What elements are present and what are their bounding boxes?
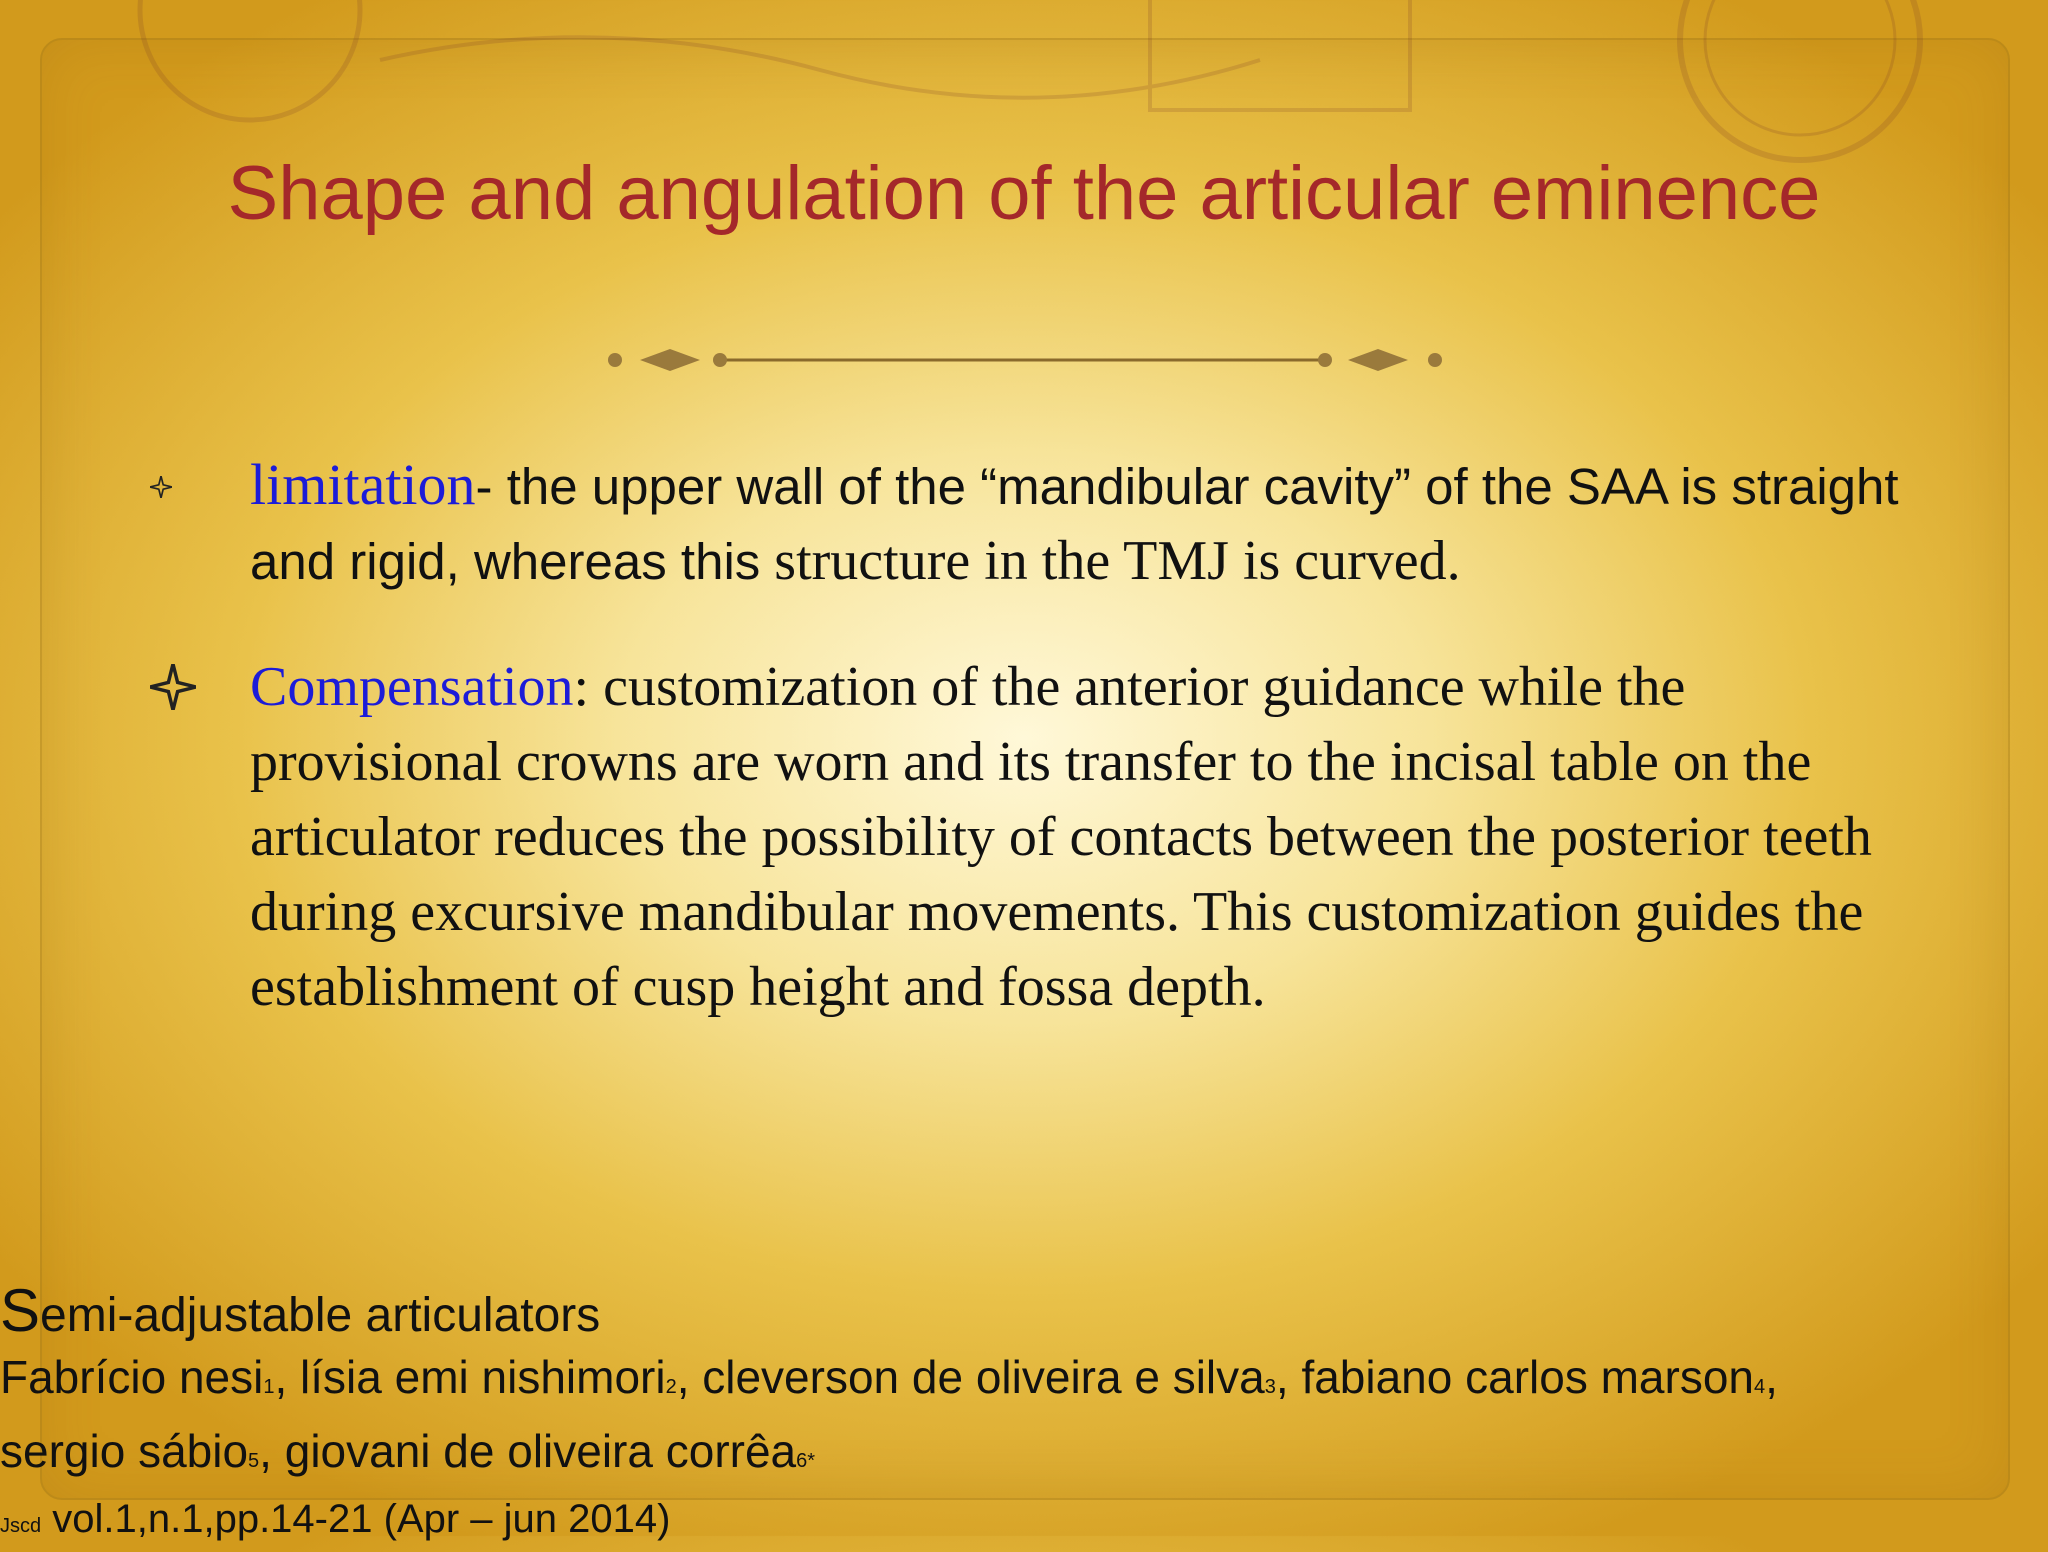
- reference-authors: Fabrício nesi1, lísia emi nishimori2, cleverson de oliveira e silva3, fabiano carlos marson4, sergio sábio5, giovani de oliveira corrêa6*: [0, 1351, 1778, 1477]
- reference-citation: [0, 1493, 2040, 1552]
- reference-title: Semi-adjustable articulators: [0, 1277, 601, 1344]
- journal-abbrev: Jscd: [0, 1515, 42, 1537]
- author-mark: 2: [665, 1376, 677, 1398]
- bullet-keyword: limitation: [250, 452, 476, 517]
- author-mark: 3: [1264, 1376, 1276, 1398]
- bullet-text: : customization of the anterior guidance while the provisional crowns are worn and its transfer to the incisal table on the articulator reduces the possibility of contacts between the posterior teeth during excursive mandibular movements. This customization guides the establishment of cusp height and fossa depth.: [250, 656, 1872, 1018]
- author-mark: 6*: [796, 1450, 816, 1472]
- author: Fabrício nesi: [0, 1351, 264, 1403]
- bullet-compensation: [250, 650, 1910, 1025]
- bullet-text-serif: structure in the TMJ is curved.: [760, 530, 1461, 592]
- author: fabiano carlos marson: [1301, 1351, 1755, 1403]
- author: cleverson de oliveira e silva: [702, 1351, 1265, 1403]
- author: sergio sábio: [0, 1425, 249, 1477]
- bullet-keyword: Compensation: [250, 656, 574, 718]
- ornamental-divider: [600, 340, 1450, 380]
- author-mark: 5: [248, 1450, 260, 1472]
- star-bullet-icon: [150, 664, 196, 710]
- reference-block: [0, 1277, 2040, 1552]
- author: lísia emi nishimori: [300, 1351, 666, 1403]
- bullet-text: - the upper wall of the “mandibular cavity” of the SAA is straight and rigid, whereas this: [250, 458, 1899, 590]
- author: giovani de oliveira corrêa: [284, 1425, 797, 1477]
- author-mark: 4: [1754, 1376, 1766, 1398]
- author-mark: 1: [263, 1376, 275, 1398]
- star-bullet-icon: [150, 476, 172, 498]
- bullet-limitation: [250, 448, 1910, 599]
- citation-details: vol.1,n.1,pp.14-21 (Apr – jun 2014): [52, 1497, 671, 1541]
- slide-title: Shape and angulation of the articular eminence: [227, 151, 1821, 236]
